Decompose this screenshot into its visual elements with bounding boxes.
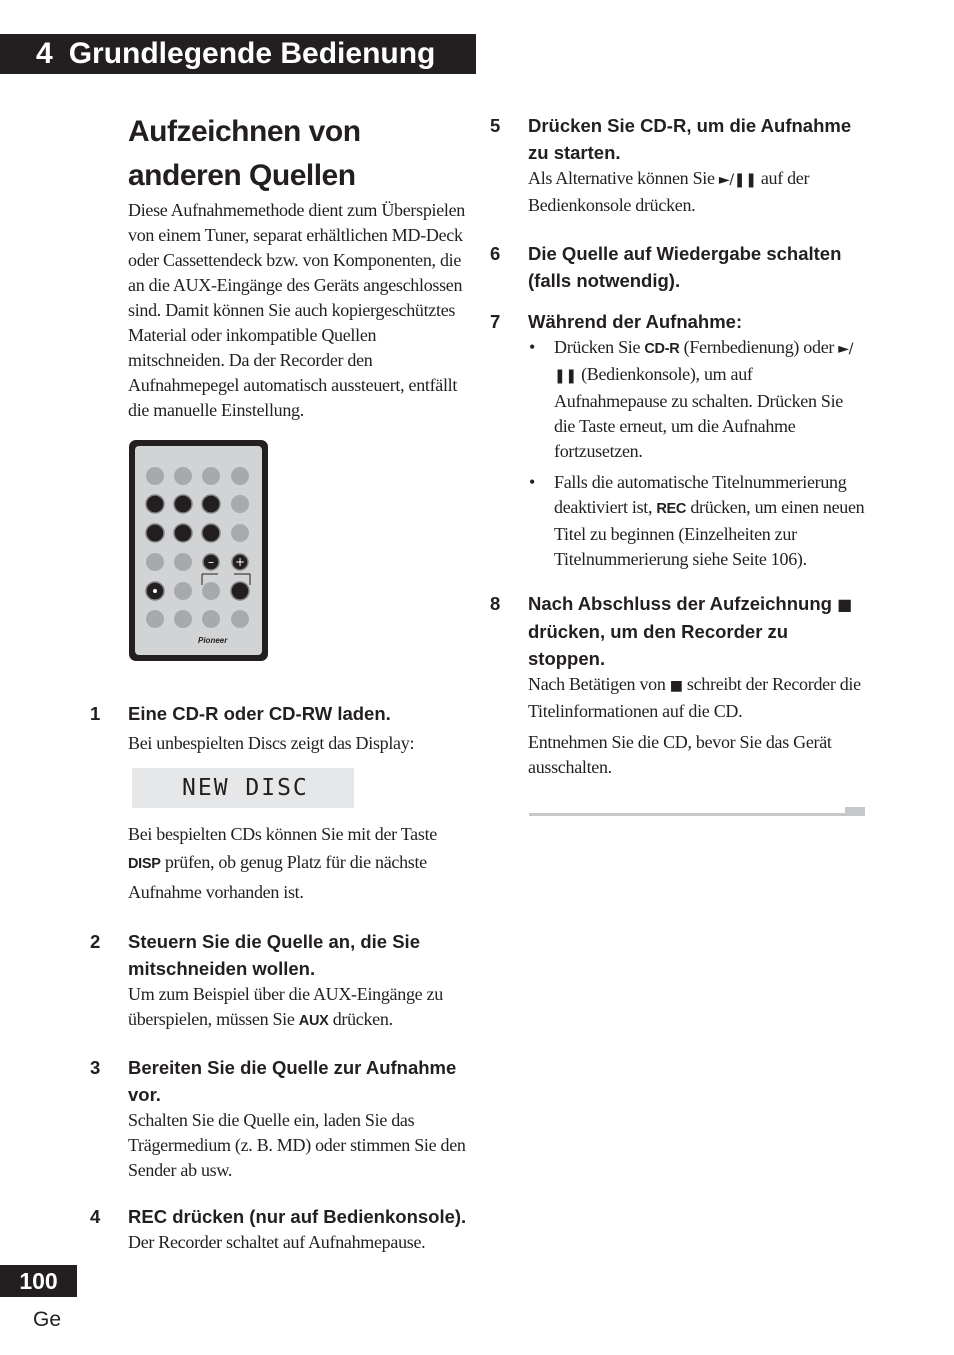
step-number: 5 <box>490 115 501 136</box>
remote-button <box>231 467 249 485</box>
intro-paragraph: Diese Aufnahmemethode dient zum Überspielen von einem Tuner, separat erhältlichen MD-Deck oder Cassettendeck bzw. von Komponenten, die an die AUX-Eingänge des Geräts angeschlossen sind. Damit können Sie auch kopiergeschütztes Material oder inkompatible Quellen mitschneiden. Da der Recorder den Aufnahmepegel automatisch aussteuert, entfällt die manuelle Einstellung. <box>128 200 465 420</box>
step-3 <box>90 1054 470 1183</box>
play-pause-icon: ►/❚❚ <box>554 341 854 384</box>
cd-r-key-label: CD-R <box>644 341 680 357</box>
stop-icon: ■ <box>669 678 683 694</box>
step-text: Bei unbespielten Discs zeigt das Display: <box>128 733 415 753</box>
step-number: 8 <box>490 593 501 614</box>
plus-icon: + <box>234 555 246 569</box>
step-8 <box>490 590 868 780</box>
section-title-line-1: Aufzeichnen von <box>128 115 361 148</box>
step-title: Während der Aufnahme: <box>528 311 743 332</box>
list-item: • Falls die automatische Titelnummerierung deaktiviert ist, REC drücken, um einen neuen Titel zu beginnen (Einzelheiten zur Titelnummerierung siehe Seite 106). <box>529 472 865 569</box>
remote-button <box>231 495 249 513</box>
step-number: 6 <box>490 243 501 264</box>
step-6 <box>490 240 868 294</box>
step-text: Nach Betätigen von ■ schreibt der Recorder die Titelinformationen auf die CD. <box>528 674 861 721</box>
step-text: Schalten Sie die Quelle ein, laden Sie das Trägermedium (z. B. MD) oder stimmen Sie den Sender ab usw. <box>128 1110 466 1180</box>
remote-button <box>202 524 220 542</box>
stop-icon: ■ <box>837 595 853 614</box>
aux-key-label: AUX <box>298 1013 329 1029</box>
step-title: Nach Abschluss der Aufzeichnung ■ drücken, um den Recorder zu stoppen. <box>528 593 853 669</box>
remote-button <box>146 553 164 571</box>
step-7-bullets <box>528 335 868 572</box>
remote-control-illustration <box>128 439 470 668</box>
step-text: Bei bespielten CDs können Sie mit der Taste DISP prüfen, ob genug Platz für die nächste Aufnahme vorhanden ist. <box>128 824 437 902</box>
record-icon <box>153 589 157 593</box>
list-item: • Drücken Sie CD-R (Fernbedienung) oder ►/❚❚ (Bedienkonsole), um auf Aufnahmepause zu schalten. Drücken Sie die Taste erneut, um die Aufnahme fortzusetzen. <box>529 337 854 461</box>
left-column <box>90 110 470 1255</box>
section-title-line-2: anderen Quellen <box>128 159 356 192</box>
remote-button <box>202 495 220 513</box>
display-readout: NEW DISC <box>132 768 354 808</box>
step-4 <box>90 1203 470 1255</box>
play-pause-icon: ►/❚❚ <box>718 172 757 188</box>
chapter-number: 4 <box>36 37 53 70</box>
chapter-title: Grundlegende Bedienung <box>68 37 436 70</box>
remote-button <box>202 582 220 600</box>
step-number: 3 <box>90 1057 101 1078</box>
remote-button <box>174 467 192 485</box>
step-number: 7 <box>490 311 501 332</box>
step-text: Entnehmen Sie die CD, bevor Sie das Gerät ausschalten. <box>528 732 832 777</box>
remote-button <box>174 495 192 513</box>
step-title: Drücken Sie CD-R, um die Aufnahme zu starten. <box>528 115 852 163</box>
disp-key-label: DISP <box>128 856 161 872</box>
remote-button <box>202 610 220 628</box>
step-text: Um zum Beispiel über die AUX-Eingänge zu überspielen, müssen Sie AUX drücken. <box>128 984 443 1029</box>
step-2 <box>90 928 470 1034</box>
bullet-icon: • <box>529 472 536 492</box>
remote-button <box>146 467 164 485</box>
step-title: Eine CD-R oder CD-RW laden. <box>128 703 391 724</box>
step-5 <box>490 112 868 218</box>
step-number: 2 <box>90 931 101 952</box>
step-text: Der Recorder schaltet auf Aufnahmepause. <box>128 1232 426 1252</box>
bullet-icon: • <box>529 337 536 357</box>
step-text: Als Alternative können Sie ►/❚❚ auf der Bedienkonsole drücken. <box>528 168 810 215</box>
section-title <box>128 110 470 198</box>
remote-button <box>174 553 192 571</box>
remote-button <box>174 582 192 600</box>
remote-button <box>231 582 249 600</box>
step-title: REC drücken (nur auf Bedienkonsole). <box>128 1206 467 1227</box>
remote-button <box>174 524 192 542</box>
step-number: 1 <box>90 703 101 724</box>
remote-button <box>174 610 192 628</box>
rec-key-label: REC <box>656 501 687 517</box>
language-code: Ge <box>33 1308 62 1331</box>
remote-button <box>231 610 249 628</box>
section-end-rule <box>529 807 865 817</box>
remote-button <box>202 467 220 485</box>
step-title: Die Quelle auf Wiedergabe schalten (falls notwendig). <box>528 243 842 291</box>
page-number: 100 <box>0 1265 77 1297</box>
remote-button <box>146 524 164 542</box>
step-7 <box>490 308 868 572</box>
step-1 <box>90 700 470 906</box>
minus-icon: – <box>208 555 214 569</box>
right-column <box>490 112 868 780</box>
remote-button <box>146 495 164 513</box>
step-title: Bereiten Sie die Quelle zur Aufnahme vor. <box>128 1057 457 1105</box>
remote-control-image <box>128 439 270 663</box>
remote-button <box>231 524 249 542</box>
remote-button <box>146 610 164 628</box>
remote-brand-logo: Pioneer <box>198 636 228 645</box>
chapter-header <box>0 34 476 74</box>
step-title: Steuern Sie die Quelle an, die Sie mitschneiden wollen. <box>128 931 420 979</box>
step-number: 4 <box>90 1206 101 1227</box>
